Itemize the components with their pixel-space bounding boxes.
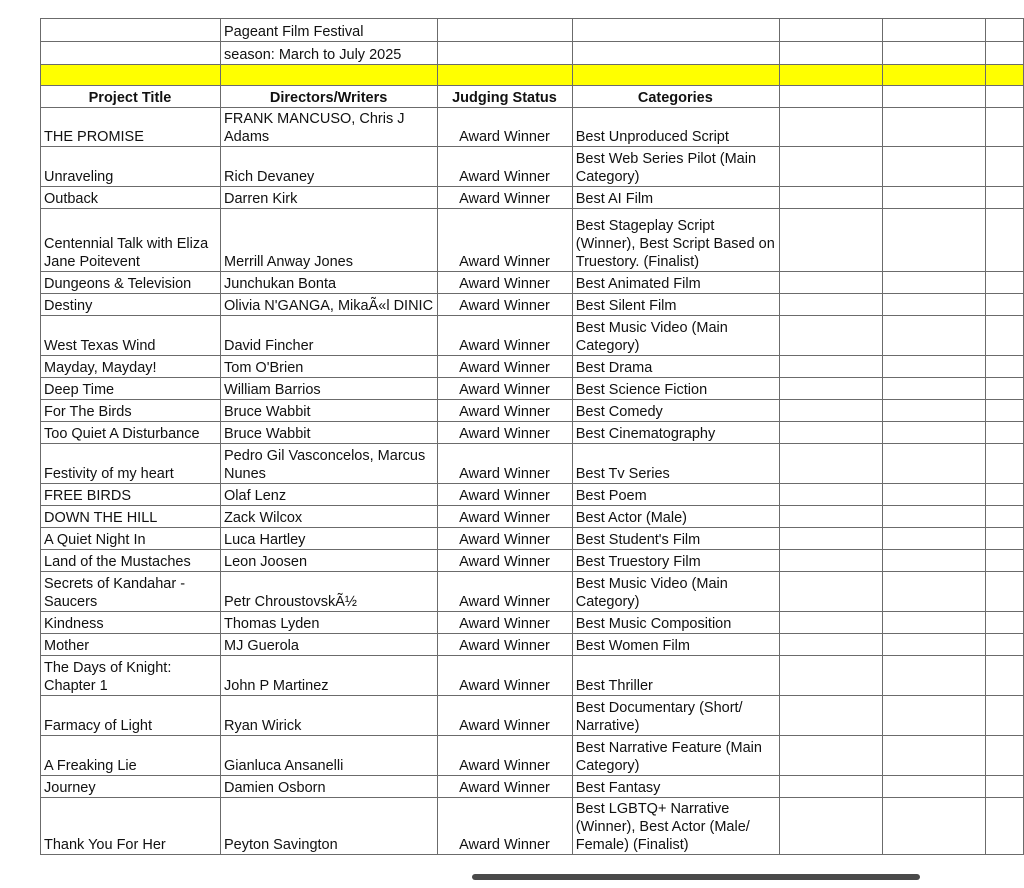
cell[interactable] (882, 484, 985, 506)
directors-cell[interactable]: Ryan Wirick (221, 696, 438, 736)
award-table (40, 18, 1024, 855)
cell[interactable] (882, 656, 985, 696)
table-row (41, 108, 1024, 147)
table-row (41, 187, 1024, 209)
cell[interactable] (779, 272, 882, 294)
table-row (41, 656, 1024, 696)
cell[interactable] (882, 550, 985, 572)
project-title-cell[interactable]: Too Quiet A Disturbance (41, 422, 221, 444)
table-row (41, 572, 1024, 612)
cell[interactable] (882, 572, 985, 612)
project-title-cell[interactable]: Dungeons & Television (41, 272, 221, 294)
directors-cell[interactable]: Damien Osborn (221, 776, 438, 798)
category-cell[interactable]: Best LGBTQ+ Narrative (Winner), Best Actor (Male/ Female) (Finalist) (572, 798, 779, 855)
project-title-cell[interactable]: Journey (41, 776, 221, 798)
category-cell[interactable]: Best Narrative Feature (Main Category) (572, 736, 779, 776)
cell[interactable] (985, 798, 1023, 855)
cell[interactable] (985, 294, 1023, 316)
judging-status-cell[interactable]: Award Winner (438, 294, 573, 316)
cell[interactable] (779, 356, 882, 378)
cell[interactable] (438, 19, 573, 42)
cell[interactable] (882, 506, 985, 528)
project-title-cell[interactable]: DOWN THE HILL (41, 506, 221, 528)
directors-cell[interactable]: Bruce Wabbit (221, 422, 438, 444)
cell[interactable] (779, 736, 882, 776)
judging-status-cell[interactable]: Award Winner (438, 612, 573, 634)
project-title-cell[interactable]: Deep Time (41, 378, 221, 400)
cell[interactable] (882, 422, 985, 444)
cell[interactable] (985, 316, 1023, 356)
cell[interactable] (572, 42, 779, 65)
cell[interactable] (221, 65, 438, 86)
cell[interactable] (882, 736, 985, 776)
cell[interactable] (985, 612, 1023, 634)
header-project-title[interactable]: Project Title (41, 86, 221, 108)
cell[interactable] (779, 400, 882, 422)
category-cell[interactable]: Best Stageplay Script (Winner), Best Script Based on Truestory. (Finalist) (572, 209, 779, 272)
project-title-cell[interactable]: Festivity of my heart (41, 444, 221, 484)
spreadsheet (40, 18, 1024, 855)
cell[interactable] (779, 209, 882, 272)
directors-cell[interactable]: Darren Kirk (221, 187, 438, 209)
cell[interactable] (438, 42, 573, 65)
judging-status-cell[interactable]: Award Winner (438, 422, 573, 444)
project-title-cell[interactable]: For The Birds (41, 400, 221, 422)
directors-cell[interactable]: Olivia N'GANGA, MikaÃ«l DINIC (221, 294, 438, 316)
cell[interactable] (882, 444, 985, 484)
directors-cell[interactable]: John P Martinez (221, 656, 438, 696)
table-row (41, 776, 1024, 798)
category-cell[interactable]: Best Web Series Pilot (Main Category) (572, 147, 779, 187)
category-cell[interactable]: Best Thriller (572, 656, 779, 696)
directors-cell[interactable]: Pedro Gil Vasconcelos, Marcus Nunes (221, 444, 438, 484)
judging-status-cell[interactable]: Award Winner (438, 400, 573, 422)
directors-cell[interactable]: Luca Hartley (221, 528, 438, 550)
directors-cell[interactable]: Bruce Wabbit (221, 400, 438, 422)
cell[interactable] (985, 634, 1023, 656)
cell[interactable] (779, 316, 882, 356)
table-row (41, 736, 1024, 776)
header-row (41, 86, 1024, 108)
cell[interactable] (985, 147, 1023, 187)
header-directors-writers[interactable]: Directors/Writers (221, 86, 438, 108)
cell[interactable] (41, 42, 221, 65)
cell[interactable] (985, 209, 1023, 272)
category-cell[interactable]: Best Poem (572, 484, 779, 506)
category-cell[interactable]: Best Comedy (572, 400, 779, 422)
cell[interactable] (779, 656, 882, 696)
cell[interactable] (779, 65, 882, 86)
directors-cell[interactable]: Leon Joosen (221, 550, 438, 572)
cell[interactable] (882, 378, 985, 400)
project-title-cell[interactable]: Secrets of Kandahar - Saucers (41, 572, 221, 612)
project-title-cell[interactable]: Land of the Mustaches (41, 550, 221, 572)
judging-status-cell[interactable]: Award Winner (438, 656, 573, 696)
category-cell[interactable]: Best Women Film (572, 634, 779, 656)
cell[interactable] (985, 776, 1023, 798)
cell[interactable] (985, 187, 1023, 209)
cell[interactable] (882, 612, 985, 634)
festival-name-row (41, 19, 1024, 42)
judging-status-cell[interactable]: Award Winner (438, 696, 573, 736)
cell[interactable] (985, 378, 1023, 400)
festival-name[interactable]: Pageant Film Festival (221, 19, 438, 42)
project-title-cell[interactable]: Outback (41, 187, 221, 209)
table-row (41, 356, 1024, 378)
project-title-cell[interactable]: Mayday, Mayday! (41, 356, 221, 378)
cell[interactable] (882, 209, 985, 272)
project-title-cell[interactable]: Farmacy of Light (41, 696, 221, 736)
category-cell[interactable]: Best AI Film (572, 187, 779, 209)
cell[interactable] (41, 65, 221, 86)
project-title-cell[interactable]: The Days of Knight: Chapter 1 (41, 656, 221, 696)
category-cell[interactable]: Best Music Composition (572, 612, 779, 634)
cell[interactable] (985, 550, 1023, 572)
project-title-cell[interactable]: Mother (41, 634, 221, 656)
category-cell[interactable]: Best Truestory Film (572, 550, 779, 572)
cell[interactable] (882, 65, 985, 86)
category-cell[interactable]: Best Documentary (Short/ Narrative) (572, 696, 779, 736)
project-title-cell[interactable]: West Texas Wind (41, 316, 221, 356)
table-row (41, 147, 1024, 187)
directors-cell[interactable]: FRANK MANCUSO, Chris J Adams (221, 108, 438, 147)
cell[interactable] (985, 696, 1023, 736)
table-row (41, 422, 1024, 444)
cell[interactable] (882, 316, 985, 356)
category-cell[interactable]: Best Music Video (Main Category) (572, 316, 779, 356)
judging-status-cell[interactable]: Award Winner (438, 209, 573, 272)
header-categories[interactable]: Categories (572, 86, 779, 108)
directors-cell[interactable]: Junchukan Bonta (221, 272, 438, 294)
directors-cell[interactable]: Peyton Savington (221, 798, 438, 855)
cell[interactable] (882, 272, 985, 294)
judging-status-cell[interactable]: Award Winner (438, 572, 573, 612)
category-cell[interactable]: Best Silent Film (572, 294, 779, 316)
directors-cell[interactable]: David Fincher (221, 316, 438, 356)
cell[interactable] (985, 484, 1023, 506)
table-row (41, 484, 1024, 506)
cell[interactable] (882, 108, 985, 147)
category-cell[interactable]: Best Drama (572, 356, 779, 378)
table-row (41, 798, 1024, 855)
project-title-cell[interactable]: THE PROMISE (41, 108, 221, 147)
judging-status-cell[interactable]: Award Winner (438, 147, 573, 187)
table-row (41, 528, 1024, 550)
cell[interactable] (572, 19, 779, 42)
category-cell[interactable]: Best Music Video (Main Category) (572, 572, 779, 612)
judging-status-cell[interactable]: Award Winner (438, 736, 573, 776)
table-row (41, 272, 1024, 294)
cell[interactable] (779, 86, 882, 108)
directors-cell[interactable]: Tom O'Brien (221, 356, 438, 378)
category-cell[interactable]: Best Actor (Male) (572, 506, 779, 528)
judging-status-cell[interactable]: Award Winner (438, 506, 573, 528)
cell[interactable] (985, 272, 1023, 294)
directors-cell[interactable]: Zack Wilcox (221, 506, 438, 528)
table-row (41, 378, 1024, 400)
judging-status-cell[interactable]: Award Winner (438, 272, 573, 294)
cell[interactable] (985, 736, 1023, 776)
cell[interactable] (779, 108, 882, 147)
header-judging-status[interactable]: Judging Status (438, 86, 573, 108)
cell[interactable] (985, 65, 1023, 86)
cell[interactable] (779, 444, 882, 484)
cell[interactable] (882, 19, 985, 42)
cell[interactable] (779, 696, 882, 736)
project-title-cell[interactable]: Centennial Talk with Eliza Jane Poitevent (41, 209, 221, 272)
cell[interactable] (41, 19, 221, 42)
cell[interactable] (882, 356, 985, 378)
judging-status-cell[interactable]: Award Winner (438, 187, 573, 209)
cell[interactable] (882, 400, 985, 422)
cell[interactable] (882, 696, 985, 736)
cell[interactable] (779, 612, 882, 634)
judging-status-cell[interactable]: Award Winner (438, 378, 573, 400)
cell[interactable] (882, 86, 985, 108)
cell[interactable] (985, 444, 1023, 484)
directors-cell[interactable]: Olaf Lenz (221, 484, 438, 506)
cell[interactable] (779, 506, 882, 528)
cell[interactable] (779, 42, 882, 65)
cell[interactable] (882, 42, 985, 65)
table-row (41, 209, 1024, 272)
judging-status-cell[interactable]: Award Winner (438, 484, 573, 506)
directors-cell[interactable]: Merrill Anway Jones (221, 209, 438, 272)
table-row (41, 294, 1024, 316)
cell[interactable] (779, 484, 882, 506)
cell[interactable] (438, 65, 573, 86)
category-cell[interactable]: Best Tv Series (572, 444, 779, 484)
highlight-row (41, 65, 1024, 86)
cell[interactable] (779, 572, 882, 612)
scroll-indicator[interactable] (472, 874, 920, 880)
judging-status-cell[interactable]: Award Winner (438, 776, 573, 798)
cell[interactable] (985, 506, 1023, 528)
cell[interactable] (779, 528, 882, 550)
project-title-cell[interactable]: A Quiet Night In (41, 528, 221, 550)
project-title-cell[interactable]: A Freaking Lie (41, 736, 221, 776)
table-row (41, 696, 1024, 736)
category-cell[interactable]: Best Unproduced Script (572, 108, 779, 147)
cell[interactable] (779, 19, 882, 42)
project-title-cell[interactable]: Thank You For Her (41, 798, 221, 855)
cell[interactable] (985, 108, 1023, 147)
table-row (41, 612, 1024, 634)
cell[interactable] (779, 187, 882, 209)
table-row (41, 316, 1024, 356)
category-cell[interactable]: Best Science Fiction (572, 378, 779, 400)
directors-cell[interactable]: William Barrios (221, 378, 438, 400)
directors-cell[interactable]: Gianluca Ansanelli (221, 736, 438, 776)
judging-status-cell[interactable]: Award Winner (438, 316, 573, 356)
cell[interactable] (779, 634, 882, 656)
table-row (41, 444, 1024, 484)
directors-cell[interactable]: Thomas Lyden (221, 612, 438, 634)
cell[interactable] (985, 656, 1023, 696)
cell[interactable] (779, 550, 882, 572)
cell[interactable] (882, 798, 985, 855)
table-row (41, 550, 1024, 572)
judging-status-cell[interactable]: Award Winner (438, 356, 573, 378)
cell[interactable] (779, 294, 882, 316)
cell[interactable] (882, 294, 985, 316)
category-cell[interactable]: Best Fantasy (572, 776, 779, 798)
cell[interactable] (985, 572, 1023, 612)
cell[interactable] (779, 798, 882, 855)
table-row (41, 506, 1024, 528)
directors-cell[interactable]: Petr ChroustovskÃ½ (221, 572, 438, 612)
cell[interactable] (779, 422, 882, 444)
table-row (41, 634, 1024, 656)
judging-status-cell[interactable]: Award Winner (438, 550, 573, 572)
project-title-cell[interactable]: Unraveling (41, 147, 221, 187)
category-cell[interactable]: Best Animated Film (572, 272, 779, 294)
cell[interactable] (882, 776, 985, 798)
cell[interactable] (985, 86, 1023, 108)
project-title-cell[interactable]: Kindness (41, 612, 221, 634)
cell[interactable] (779, 147, 882, 187)
cell[interactable] (985, 400, 1023, 422)
judging-status-cell[interactable]: Award Winner (438, 798, 573, 855)
judging-status-cell[interactable]: Award Winner (438, 634, 573, 656)
cell[interactable] (882, 528, 985, 550)
cell[interactable] (882, 187, 985, 209)
cell[interactable] (572, 65, 779, 86)
judging-status-cell[interactable]: Award Winner (438, 444, 573, 484)
project-title-cell[interactable]: FREE BIRDS (41, 484, 221, 506)
directors-cell[interactable]: Rich Devaney (221, 147, 438, 187)
cell[interactable] (779, 378, 882, 400)
festival-season[interactable]: season: March to July 2025 (221, 42, 438, 65)
cell[interactable] (985, 19, 1023, 42)
cell[interactable] (985, 422, 1023, 444)
cell[interactable] (882, 634, 985, 656)
cell[interactable] (882, 147, 985, 187)
judging-status-cell[interactable]: Award Winner (438, 108, 573, 147)
judging-status-cell[interactable]: Award Winner (438, 528, 573, 550)
cell[interactable] (985, 356, 1023, 378)
table-row (41, 400, 1024, 422)
category-cell[interactable]: Best Cinematography (572, 422, 779, 444)
directors-cell[interactable]: MJ Guerola (221, 634, 438, 656)
cell[interactable] (985, 42, 1023, 65)
cell[interactable] (779, 776, 882, 798)
project-title-cell[interactable]: Destiny (41, 294, 221, 316)
cell[interactable] (985, 528, 1023, 550)
category-cell[interactable]: Best Student's Film (572, 528, 779, 550)
festival-season-row (41, 42, 1024, 65)
